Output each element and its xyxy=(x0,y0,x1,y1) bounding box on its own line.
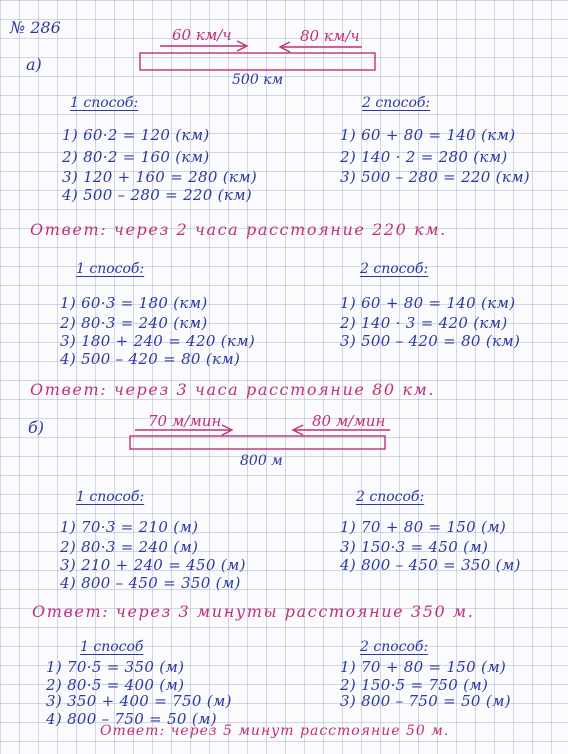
part-b-distance: 800 м xyxy=(240,453,283,469)
a2-method2-heading: 2 способ: xyxy=(360,261,429,277)
b2-m1-line3: 3) 350 + 400 = 750 (м) xyxy=(46,692,232,710)
part-a-speed-right: 80 км/ч xyxy=(300,27,360,45)
b1-method2-heading: 2 способ: xyxy=(356,489,425,505)
b1-m2-line2: 3) 150·3 = 450 (м) xyxy=(340,538,489,556)
a1-m1-line3: 3) 120 + 160 = 280 (км) xyxy=(62,168,258,186)
b1-answer: Ответ: через 3 минуты расстояние 350 м. xyxy=(32,602,475,621)
b2-m1-line1: 1) 70·5 = 350 (м) xyxy=(46,658,185,676)
a1-method2-heading: 2 способ: xyxy=(362,95,431,111)
part-b-label: б) xyxy=(28,418,45,437)
a2-m1-line1: 1) 60·3 = 180 (км) xyxy=(60,294,208,312)
a1-m2-line3: 3) 500 – 280 = 220 (км) xyxy=(340,168,530,186)
a2-m2-line2: 2) 140 · 3 = 420 (км) xyxy=(340,314,508,332)
a2-answer: Ответ: через 3 часа расстояние 80 км. xyxy=(30,380,436,399)
b1-method1-heading: 1 способ: xyxy=(76,489,145,505)
b1-m1-line4: 4) 800 – 450 = 350 (м) xyxy=(60,574,241,592)
a1-m1-line4: 4) 500 – 280 = 220 (км) xyxy=(62,186,252,204)
b2-m1-line4: 4) 800 – 750 = 50 (м) xyxy=(46,710,217,728)
part-b-speed-left: 70 м/мин xyxy=(148,412,222,430)
b2-answer: Ответ: через 5 минут расстояние 50 м. xyxy=(100,723,450,739)
a2-m1-line4: 4) 500 – 420 = 80 (км) xyxy=(60,350,241,368)
a2-m1-line3: 3) 180 + 240 = 420 (км) xyxy=(60,332,256,350)
part-a-label: а) xyxy=(26,55,42,74)
segment-b xyxy=(130,436,385,449)
segment-a xyxy=(140,53,375,70)
part-a-speed-left: 60 км/ч xyxy=(172,26,232,44)
b2-m2-line3: 3) 800 – 750 = 50 (м) xyxy=(340,692,511,710)
a2-m2-line3: 3) 500 – 420 = 80 (км) xyxy=(340,332,521,350)
a2-m1-line2: 2) 80·3 = 240 (км) xyxy=(60,314,208,332)
a1-answer: Ответ: через 2 часа расстояние 220 км. xyxy=(30,220,447,239)
a2-method1-heading: 1 способ: xyxy=(76,261,145,277)
b2-method2-heading: 2 способ: xyxy=(360,639,429,655)
a1-m2-line2: 2) 140 · 2 = 280 (км) xyxy=(340,148,508,166)
b1-m1-line2: 2) 80·3 = 240 (м) xyxy=(60,538,199,556)
b1-m1-line3: 3) 210 + 240 = 450 (м) xyxy=(60,556,246,574)
b2-m2-line1: 1) 70 + 80 = 150 (м) xyxy=(340,658,507,676)
b1-m2-line1: 1) 70 + 80 = 150 (м) xyxy=(340,518,507,536)
a1-m2-line1: 1) 60 + 80 = 140 (км) xyxy=(340,126,516,144)
b2-method1-heading: 1 способ xyxy=(80,639,144,655)
part-b-speed-right: 80 м/мин xyxy=(312,412,386,430)
a1-m1-line2: 2) 80·2 = 160 (км) xyxy=(62,148,210,166)
b1-m1-line1: 1) 70·3 = 210 (м) xyxy=(60,518,199,536)
part-a-distance: 500 км xyxy=(232,72,284,88)
problem-number: № 286 xyxy=(10,18,61,37)
a1-method1-heading: 1 способ: xyxy=(70,95,139,111)
b1-m2-line3: 4) 800 – 450 = 350 (м) xyxy=(340,556,521,574)
a1-m1-line1: 1) 60·2 = 120 (км) xyxy=(62,126,210,144)
b2-m1-line2: 2) 80·5 = 400 (м) xyxy=(46,676,185,694)
b2-m2-line2: 2) 150·5 = 750 (м) xyxy=(340,676,489,694)
a2-m2-line1: 1) 60 + 80 = 140 (км) xyxy=(340,294,516,312)
